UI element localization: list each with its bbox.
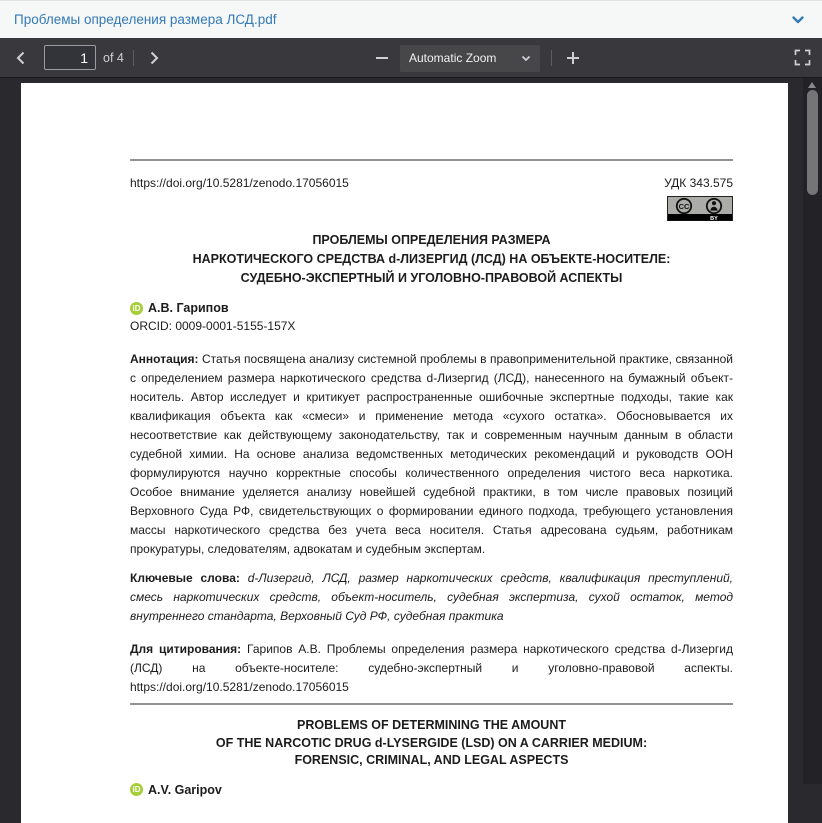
- presentation-mode-button[interactable]: [788, 44, 816, 72]
- citation-label: Для цитирования:: [130, 642, 242, 656]
- chevron-right-icon: [150, 51, 159, 65]
- toolbar-separator: [551, 50, 552, 66]
- cc-by-badge: [667, 196, 733, 221]
- article-title-en: [130, 717, 733, 770]
- chevron-left-icon: [16, 51, 25, 65]
- by-glyph: BY: [710, 216, 718, 222]
- toolbar-right: [788, 44, 816, 72]
- article-title-ru: [130, 231, 733, 288]
- page-number-input[interactable]: [44, 45, 96, 70]
- zoom-select-value: Automatic Zoom: [409, 51, 497, 65]
- title-ru-line: ПРОБЛЕМЫ ОПРЕДЕЛЕНИЯ РАЗМЕРА: [312, 233, 551, 247]
- author-name-en: A.V. Garipov: [148, 782, 222, 797]
- pdf-viewer-area: [0, 78, 822, 797]
- title-ru-line: СУДЕБНО-ЭКСПЕРТНЫЙ И УГОЛОВНО-ПРАВОВОЙ АСПЕКТЫ: [240, 271, 623, 285]
- preview-header: [0, 0, 822, 38]
- chevron-down-icon: [521, 55, 531, 62]
- cc-glyph: CC: [678, 202, 690, 211]
- keywords-text: d-Лизергид, ЛСД, размер наркотических средств, квалификация преступлений, смесь наркотических средств, объект-носитель, судебная экспертиза, сухой остаток, метод внутреннего стандарта, Верховный Суд РФ, судебная практика: [130, 571, 733, 623]
- license-row: [130, 196, 733, 221]
- title-en-line: PROBLEMS OF DETERMINING THE AMOUNT: [297, 718, 566, 732]
- zoom-out-button[interactable]: [368, 44, 396, 72]
- pdf-toolbar: [0, 38, 822, 78]
- section-rule: [130, 703, 733, 705]
- author-row-en: [130, 783, 733, 797]
- plus-icon: [566, 51, 580, 65]
- previous-page-button[interactable]: [6, 44, 34, 72]
- doi-udk-row: [130, 176, 733, 190]
- next-page-button[interactable]: [141, 44, 169, 72]
- citation-paragraph: [130, 640, 733, 697]
- orcid-icon: iD: [130, 783, 143, 796]
- top-rule: [130, 159, 733, 161]
- abstract-label: Аннотация:: [130, 352, 199, 366]
- collapse-preview-button[interactable]: [788, 12, 808, 28]
- keywords-paragraph: [130, 569, 733, 626]
- abstract-paragraph: [130, 350, 733, 559]
- author-name: А.В. Гарипов: [148, 301, 229, 315]
- pdf-page: [21, 83, 788, 823]
- scrollbar-track[interactable]: [803, 78, 822, 784]
- keywords-label: Ключевые слова:: [130, 571, 240, 585]
- toolbar-separator: [133, 50, 134, 66]
- minus-icon: [375, 51, 389, 65]
- zoom-controls: [368, 38, 587, 78]
- scroll-up-arrow[interactable]: [808, 82, 816, 88]
- citation-text: Гарипов А.В. Проблемы определения размера наркотического средства d-Лизергид (ЛСД) на объекте-носителе: судебно-экспертный и уголовно-правовой аспекты. https://doi.org/10.5281/zenodo.17056015: [130, 642, 733, 694]
- scrollbar-thumb[interactable]: [807, 90, 818, 195]
- zoom-select-dropdown[interactable]: [400, 45, 540, 72]
- title-en-line: OF THE NARCOTIC DRUG d-LYSERGIDE (LSD) ON A CARRIER MEDIUM:: [215, 735, 648, 750]
- orcid-id-line: ORCID: 0009-0001-5155-157X: [130, 319, 296, 333]
- doi-link[interactable]: https://doi.org/10.5281/zenodo.17056015: [130, 176, 349, 190]
- chevron-down-icon: [792, 16, 804, 24]
- pdf-filename-link[interactable]: Проблемы определения размера ЛСД.pdf: [14, 12, 277, 27]
- fullscreen-icon: [794, 49, 811, 66]
- zoom-in-button[interactable]: [559, 44, 587, 72]
- title-ru-line: НАРКОТИЧЕСКОГО СРЕДСТВА d-ЛИЗЕРГИД (ЛСД) НА ОБЪЕКТЕ-НОСИТЕЛЕ:: [192, 252, 671, 266]
- abstract-text: Статья посвящена анализу системной проблемы в правоприменительной практике, связанной с определением размера наркотического средства d-Лизергид (ЛСД), нанесенного на бумажный объект-носитель. Автор исследует и критикует распространенные ошибочные экспертные подходы, такие как квалификация объекта как «смеси» и применение метода «сухого остатка». Обосновывается их несоответствие как действующему законодательству, так и современным научным данным в области судебной химии. На основе анализа ведомственных методических рекомендаций и руководств ООН формулируются научно корректные способы количественного определения чистого веса наркотика. Особое внимание уделяется анализу новейшей судебной практики, в том числе правовых позиций Верховного Суда РФ, свидетельствующих о формировании единого подхода, требующего установления массы наркотического средства без учета веса носителя. Статья адресована судьям, работникам прокуратуры, следователям, адвокатам и судебным экспертам.: [130, 352, 733, 556]
- orcid-icon: iD: [130, 302, 143, 315]
- udk-label: УДК 343.575: [664, 176, 733, 190]
- page-count-label: of 4: [103, 50, 124, 65]
- title-en-line: FORENSIC, CRIMINAL, AND LEGAL ASPECTS: [294, 753, 569, 767]
- author-row: [130, 301, 733, 315]
